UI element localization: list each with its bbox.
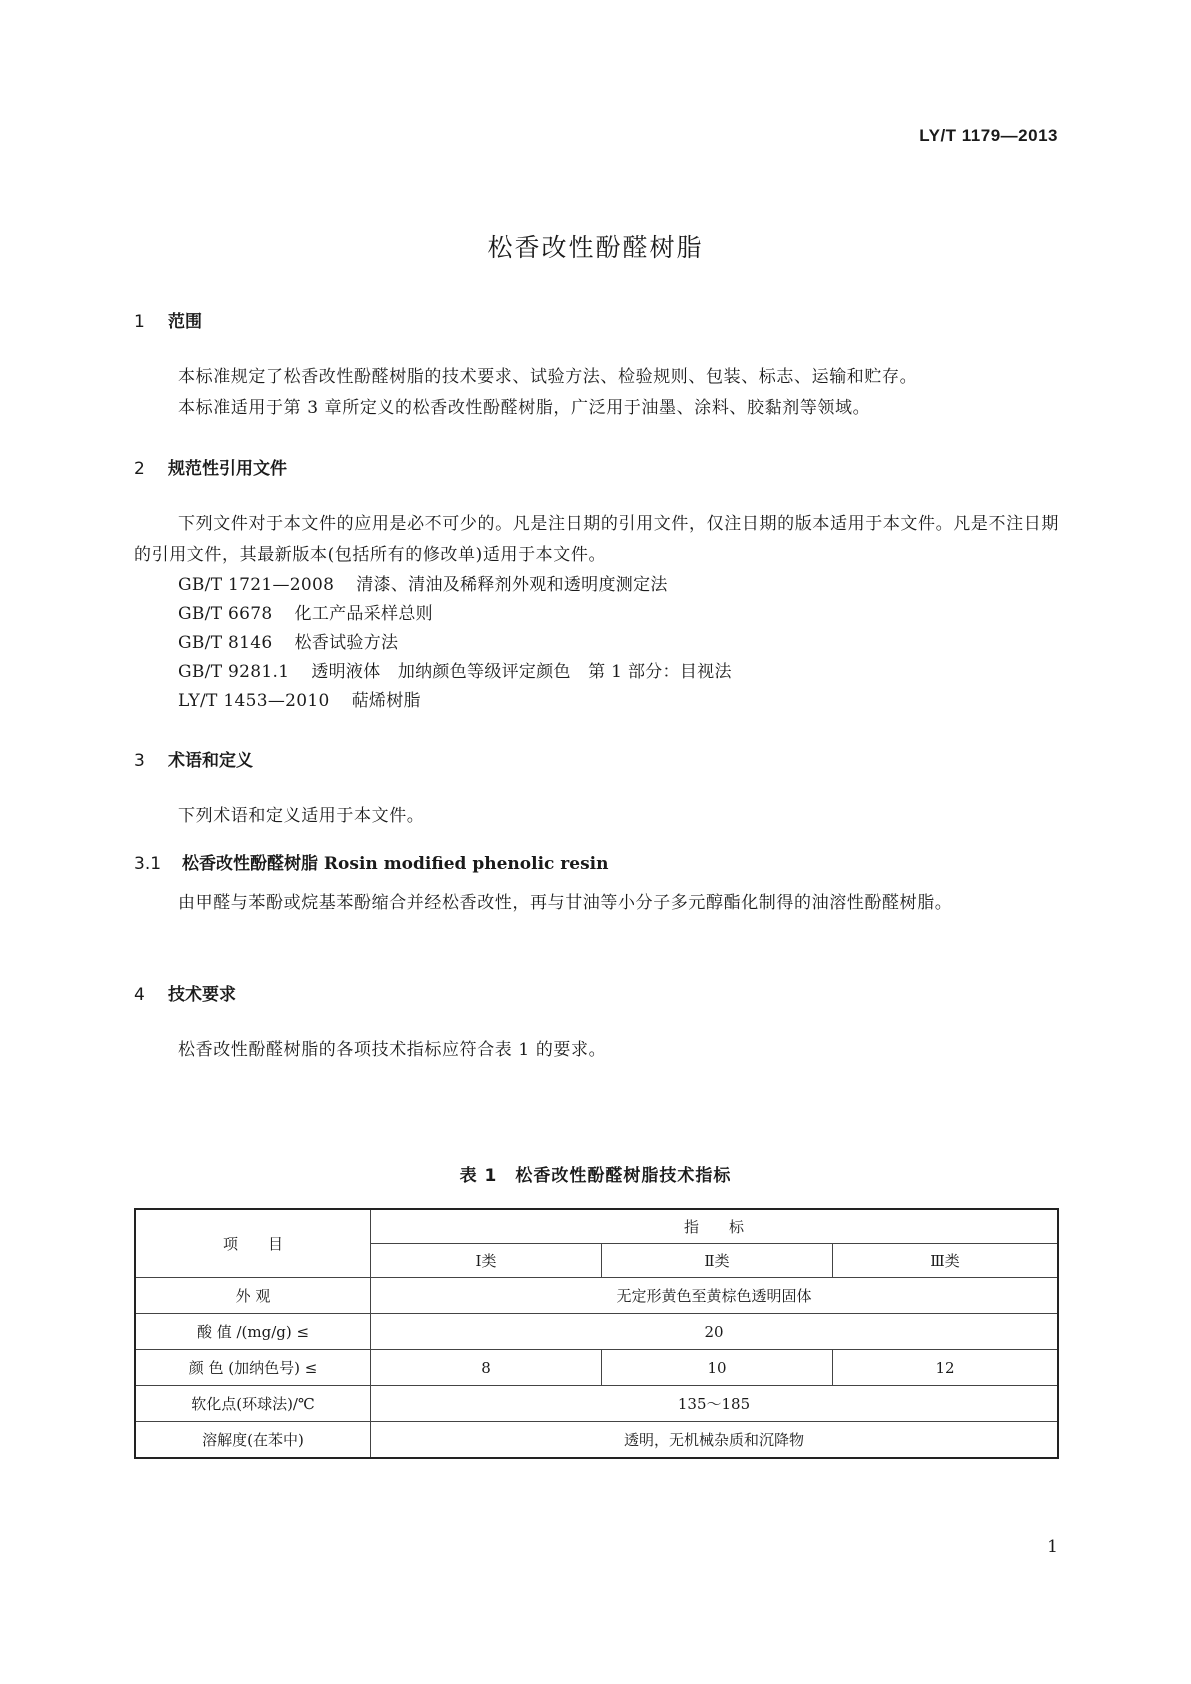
section-title: 范围 <box>168 312 202 332</box>
section-title: 术语和定义 <box>168 751 253 771</box>
header-class-3: Ⅲ类 <box>833 1244 1059 1278</box>
section-title: 规范性引用文件 <box>168 459 287 479</box>
table-row <box>135 1314 1058 1350</box>
reference-code: GB/T 9281.1 <box>178 662 290 682</box>
table-row <box>135 1422 1058 1459</box>
section-number: 1 <box>134 312 145 332</box>
row-value: 透明，无机械杂质和沉降物 <box>371 1422 1059 1459</box>
subsection-number: 3.1 <box>134 854 162 874</box>
table-number: 表 1 <box>459 1166 498 1186</box>
reference-item <box>178 686 421 711</box>
reference-title: 化工产品采样总则 <box>294 604 433 624</box>
table-header-row <box>135 1209 1058 1244</box>
standard-code: LY/T 1179—2013 <box>919 126 1058 145</box>
row-value: 10 <box>602 1350 833 1386</box>
table-title: 松香改性酚醛树脂技术指标 <box>515 1166 732 1186</box>
reference-title: 松香试验方法 <box>294 633 399 653</box>
reference-item <box>178 570 668 595</box>
section-number: 4 <box>134 985 145 1005</box>
header-class-1: Ⅰ类 <box>371 1244 602 1278</box>
reference-code: GB/T 8146 <box>178 633 273 653</box>
row-value: 20 <box>371 1314 1059 1350</box>
row-label: 颜 色 (加纳色号) ≤ <box>135 1350 371 1386</box>
row-label: 溶解度(在苯中) <box>135 1422 371 1459</box>
page-number: 1 <box>1047 1537 1058 1557</box>
row-value: 无定形黄色至黄棕色透明固体 <box>371 1278 1059 1314</box>
references-intro: 下列文件对于本文件的应用是必不可少的。凡是注日期的引用文件，仅注日期的版本适用于本文件。凡是不注日期的引用文件，其最新版本(包括所有的修改单)适用于本文件。 <box>134 514 1059 565</box>
row-label: 外 观 <box>135 1278 371 1314</box>
section-number: 3 <box>134 751 145 771</box>
reference-title: 透明液体 加纳颜色等级评定颜色 第 1 部分：目视法 <box>311 662 732 682</box>
reference-code: LY/T 1453—2010 <box>178 691 330 711</box>
row-label: 酸 值 /(mg/g) ≤ <box>135 1314 371 1350</box>
row-value: 12 <box>833 1350 1059 1386</box>
reference-title: 萜烯树脂 <box>351 691 421 711</box>
term-english: Rosin modified phenolic resin <box>323 854 609 874</box>
row-label: 软化点(环球法)/℃ <box>135 1386 371 1422</box>
section-heading-requirements <box>134 980 236 1005</box>
section-heading-terms <box>134 746 253 771</box>
row-value: 135～185 <box>371 1386 1059 1422</box>
terms-intro: 下列术语和定义适用于本文件。 <box>178 806 425 826</box>
table-caption <box>0 1161 1191 1186</box>
section-title: 技术要求 <box>168 985 236 1005</box>
reference-code: GB/T 1721—2008 <box>178 575 335 595</box>
section-heading-references <box>134 454 287 479</box>
row-value: 8 <box>371 1350 602 1386</box>
document-title: 松香改性酚醛树脂 <box>487 233 704 262</box>
scope-paragraph-2: 本标准适用于第 3 章所定义的松香改性酚醛树脂，广泛用于油墨、涂料、胶黏剂等领域。 <box>178 398 871 418</box>
reference-code: GB/T 6678 <box>178 604 273 624</box>
section-number: 2 <box>134 459 145 479</box>
reference-item <box>178 657 732 682</box>
spec-table <box>134 1208 1059 1459</box>
header-index: 指 标 <box>371 1209 1059 1244</box>
term-chinese: 松香改性酚醛树脂 <box>182 854 318 874</box>
reference-title: 清漆、清油及稀释剂外观和透明度测定法 <box>356 575 668 595</box>
table-row <box>135 1278 1058 1314</box>
header-item: 项 目 <box>135 1209 371 1278</box>
term-definition: 由甲醛与苯酚或烷基苯酚缩合并经松香改性，再与甘油等小分子多元醇酯化制得的油溶性酚醛树脂。 <box>178 893 953 913</box>
subsection-heading-term <box>134 849 608 874</box>
header-class-2: Ⅱ类 <box>602 1244 833 1278</box>
reference-item <box>178 628 398 653</box>
scope-paragraph-1: 本标准规定了松香改性酚醛树脂的技术要求、试验方法、检验规则、包装、标志、运输和贮存。 <box>178 367 918 387</box>
reference-item <box>178 599 433 624</box>
section-heading-scope <box>134 307 202 332</box>
requirements-intro: 松香改性酚醛树脂的各项技术指标应符合表 1 的要求。 <box>178 1040 607 1060</box>
table-row <box>135 1386 1058 1422</box>
table-row <box>135 1350 1058 1386</box>
